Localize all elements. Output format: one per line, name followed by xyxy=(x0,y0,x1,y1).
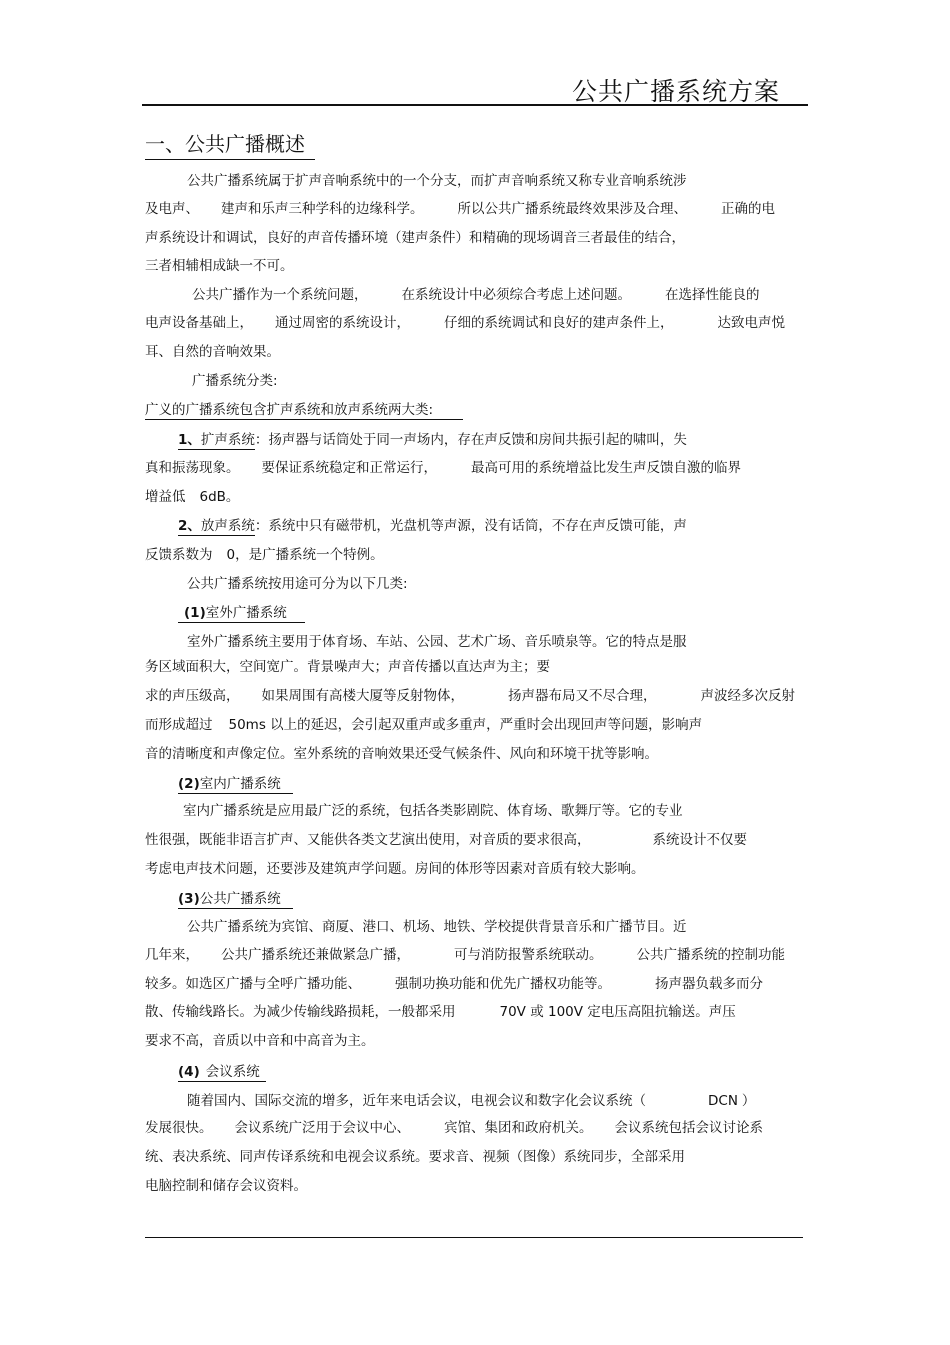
s3-line-4-a: 散、传输线路长。为减少传输线路损耗，一般都采用 xyxy=(145,1004,456,1020)
p2-line-1-a: 公共广播作为一个系统问题， xyxy=(192,287,368,303)
s2-title-text xyxy=(178,776,293,794)
item1-title xyxy=(178,432,255,450)
classify-heading: 广播系统分类: xyxy=(192,373,278,389)
s1-line-5: 音的清晰度和声像定位。室外系统的音响效果还受气候条件、风向和环境干扰等影响。 xyxy=(145,746,658,762)
p2-line-1 xyxy=(192,286,760,304)
s4-line-2-c: 宾馆、集团和政府机关。 xyxy=(444,1120,593,1136)
s3-line-3-c: 扬声器负载多而分 xyxy=(655,976,763,992)
s4-number: (4) xyxy=(178,1064,200,1080)
item1-line-2-c: 最高可用的系统增益比发生声反馈自激的临界 xyxy=(471,460,741,476)
s2-line-3: 考虑电声技术问题，还要涉及建筑声学问题。房间的体形等因素对音质有较大影响。 xyxy=(145,861,645,877)
s4-line-2-b: 会议系统广泛用于会议中心、 xyxy=(234,1120,410,1136)
s1-line-3-d: 声波经多次反射 xyxy=(700,688,795,704)
s3-line-3-b: 强制功换功能和优先广播权功能等。 xyxy=(395,976,611,992)
p2-line-3: 耳、自然的音响效果。 xyxy=(145,344,280,360)
s3-line-3 xyxy=(145,975,763,993)
item1-line-3-a: 增益低 xyxy=(145,489,186,505)
p1-line-2-c: 所以公共广播系统最终效果涉及合理、 xyxy=(457,201,687,217)
s2-line-2-b: 系统设计不仅要 xyxy=(652,832,747,848)
s4-line-1-c: ） xyxy=(741,1093,756,1109)
p1-line-1: 公共广播系统属于扩声音响系统中的一个分支，而扩声音响系统又称专业音响系统涉 xyxy=(187,173,687,189)
item1-line-1 xyxy=(178,431,687,449)
header-rule xyxy=(142,104,808,106)
s3-line-2-a: 几年来， xyxy=(145,947,199,963)
s2-title xyxy=(178,775,293,793)
p2-line-2 xyxy=(145,314,785,332)
item2-line-1 xyxy=(178,517,687,535)
item1-number: 1、 xyxy=(178,432,201,448)
s3-line-4-b: 70V 或 100V 定电压高阻抗输送。声压 xyxy=(499,1004,736,1020)
p2-line-1-b: 在系统设计中必须综合考虑上述问题。 xyxy=(401,287,631,303)
p1-line-2-b: 建声和乐声三种学科的边缘科学。 xyxy=(221,201,424,217)
usage-intro: 公共广播系统按用途可分为以下几类: xyxy=(187,576,408,592)
item2-name: 放声系统 xyxy=(200,518,255,534)
p2-line-2-a: 电声设备基础上， xyxy=(145,315,253,331)
s1-name: 室外广播系统 xyxy=(205,605,287,621)
p1-line-3: 声系统设计和调试，良好的声音传播环境（建声条件）和精确的现场调音三者最佳的结合， xyxy=(145,230,685,246)
classify-intro xyxy=(145,401,463,419)
p1-line-2-d: 正确的电 xyxy=(721,201,775,217)
p2-line-2-b: 通过周密的系统设计， xyxy=(275,315,410,331)
s2-number: (2) xyxy=(178,776,200,792)
page-header-title: 公共广播系统方案 xyxy=(571,77,780,106)
s1-title-text xyxy=(178,605,305,623)
s2-line-2 xyxy=(145,831,747,849)
s1-line-3-c: 扬声器布局又不尽合理， xyxy=(508,688,657,704)
item1-line-3-b: 6dB。 xyxy=(199,489,240,505)
item2-line-1-text: ：系统中只有磁带机，光盘机等声源，没有话筒，不存在声反馈可能，声 xyxy=(254,518,687,534)
s4-line-1-b: DCN xyxy=(708,1093,738,1109)
s1-line-2: 务区域面积大，空间宽广。背景噪声大；声音传播以直达声为主；要 xyxy=(145,659,550,675)
s1-number: (1) xyxy=(184,605,206,621)
s3-line-2-d: 公共广播系统的控制功能 xyxy=(636,947,785,963)
item2-line-2-a: 反馈系数为 xyxy=(145,547,213,563)
s4-name: 会议系统 xyxy=(205,1064,260,1080)
s1-line-4 xyxy=(145,716,702,734)
s4-title xyxy=(178,1063,266,1081)
p1-line-4: 三者相辅相成缺一不可。 xyxy=(145,258,294,274)
s3-line-2-c: 可与消防报警系统联动。 xyxy=(454,947,603,963)
s4-line-4: 电脑控制和储存会议资料。 xyxy=(145,1178,307,1194)
s3-line-1: 公共广播系统为宾馆、商厦、港口、机场、地铁、学校提供背景音乐和广播节目。近 xyxy=(187,919,687,935)
p2-line-2-c: 仔细的系统调试和良好的建声条件上， xyxy=(444,315,674,331)
s4-line-3: 统、表决系统、同声传译系统和电视会议系统。要求音、视频（图像）系统同步，全部采用 xyxy=(145,1149,685,1165)
s1-line-1: 室外广播系统主要用于体育场、车站、公园、艺术广场、音乐喷泉等。它的特点是服 xyxy=(187,634,687,650)
s3-title xyxy=(178,890,293,908)
p1-line-2 xyxy=(145,200,775,218)
s3-number: (3) xyxy=(178,891,200,907)
item1-line-2 xyxy=(145,459,741,477)
s3-name: 公共广播系统 xyxy=(199,891,281,907)
item1-line-2-b: 要保证系统稳定和正常运行， xyxy=(261,460,437,476)
s3-line-2-b: 公共广播系统还兼做紧急广播， xyxy=(221,947,410,963)
s1-line-3-b: 如果周围有高楼大厦等反射物体， xyxy=(261,688,464,704)
s4-line-2-d: 会议系统包括会议讨论系 xyxy=(614,1120,763,1136)
s1-title xyxy=(178,604,305,622)
s3-line-2 xyxy=(145,946,785,964)
p2-line-1-c: 在选择性能良的 xyxy=(665,287,760,303)
item1-name: 扩声系统 xyxy=(200,432,255,448)
s4-line-1-a: 随着国内、国际交流的增多，近年来电话会议，电视会议和数字化会议系统（ xyxy=(187,1093,646,1109)
s2-line-1: 室内广播系统是应用最广泛的系统，包括各类影剧院、体育场、歌舞厅等。它的专业 xyxy=(183,803,683,819)
s2-line-2-a: 性很强，既能非语言扩声、又能供各类文艺演出使用，对音质的要求很高， xyxy=(145,832,591,848)
s1-line-4-b: 50ms 以上的延迟，会引起双重声或多重声，严重时会出现回声等问题，影响声 xyxy=(228,717,703,733)
s3-line-5: 要求不高，音质以中音和中高音为主。 xyxy=(145,1033,375,1049)
s1-line-3-a: 求的声压级高， xyxy=(145,688,240,704)
item1-line-3 xyxy=(145,488,239,506)
s1-line-4-a: 而形成超过 xyxy=(145,717,213,733)
p2-line-2-d: 达致电声悦 xyxy=(717,315,785,331)
s4-title-text xyxy=(178,1064,266,1082)
s3-title-text xyxy=(178,891,293,909)
item1-line-1-text: ：扬声器与话筒处于同一声场内，存在声反馈和房间共振引起的啸叫，失 xyxy=(254,432,687,448)
s1-line-3 xyxy=(145,687,795,705)
item2-line-2-b: 0，是广播系统一个特例。 xyxy=(226,547,384,563)
footer-rule xyxy=(145,1237,803,1238)
s4-line-2-a: 发展很快。 xyxy=(145,1120,213,1136)
classify-intro-text: 广义的广播系统包含扩声系统和放声系统两大类: xyxy=(145,402,463,420)
item2-line-2 xyxy=(145,546,384,564)
item2-number: 2、 xyxy=(178,518,201,534)
s3-line-4 xyxy=(145,1003,736,1021)
s2-name: 室内广播系统 xyxy=(199,776,281,792)
p1-line-2-a: 及电声、 xyxy=(145,201,199,217)
s4-line-2 xyxy=(145,1119,763,1137)
s4-line-1 xyxy=(187,1092,755,1110)
item2-title xyxy=(178,518,255,536)
section-title: 一、公共广播概述 xyxy=(145,128,315,160)
item1-line-2-a: 真和振荡现象。 xyxy=(145,460,240,476)
s3-line-3-a: 较多。如选区广播与全呼广播功能、 xyxy=(145,976,361,992)
